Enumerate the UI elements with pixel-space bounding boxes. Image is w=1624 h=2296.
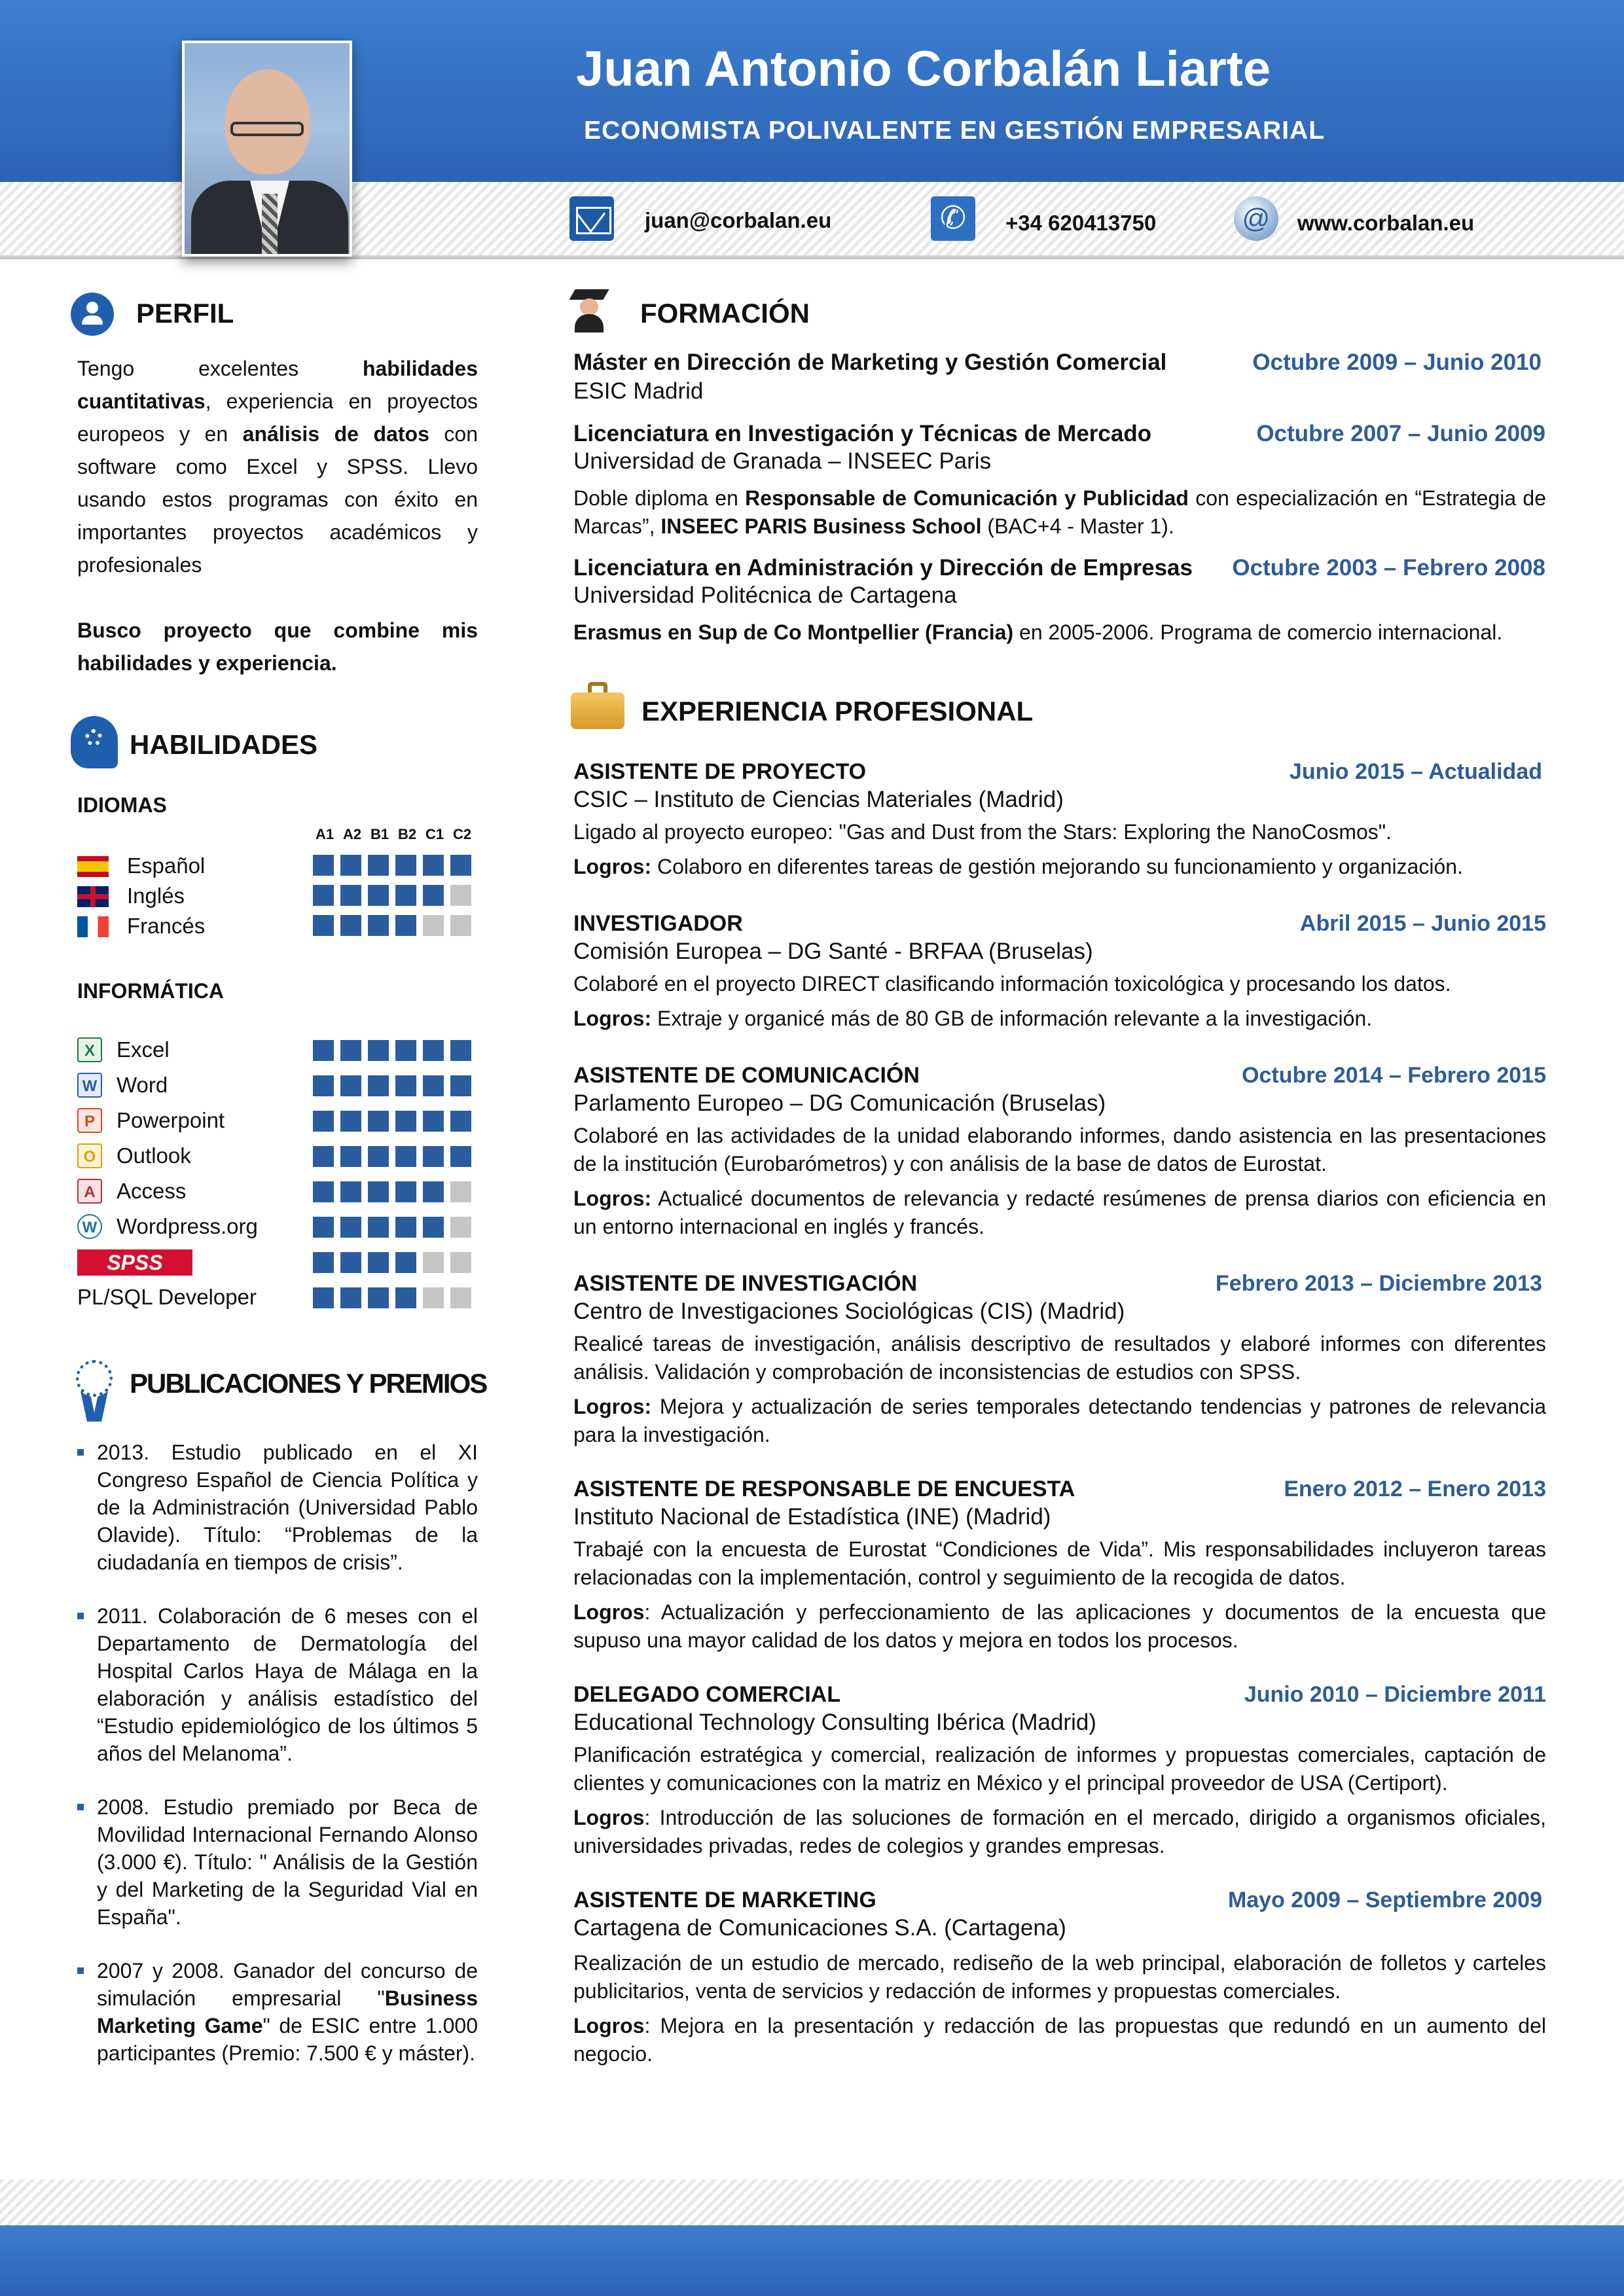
level-square: [340, 1146, 361, 1167]
logros-text: Colaboro en diferentes tareas de gestión mejorando su funcionamiento y organización.: [651, 855, 1463, 878]
level-square: [368, 1075, 389, 1096]
formacion-title: FORMACIÓN: [640, 298, 810, 329]
publication-item: [77, 1793, 478, 1931]
spss-logo-text: SPSS: [107, 1251, 163, 1274]
level-square: [368, 1040, 389, 1061]
level-square: [450, 1287, 471, 1308]
level-square: [313, 1217, 334, 1238]
level-square: [313, 1252, 334, 1273]
level-square: [395, 855, 416, 876]
level-square: [313, 1040, 334, 1061]
habilidades-title: HABILIDADES: [130, 729, 318, 760]
job-organization: Parlamento Europeo – DG Comunicación (Bruselas): [573, 1090, 1106, 1116]
level-header: A2: [342, 826, 362, 842]
outlook-icon: O: [77, 1143, 102, 1168]
level-square: [368, 855, 389, 876]
website-link[interactable]: www.corbalan.eu: [1297, 211, 1475, 235]
skill-level-bar: [313, 885, 471, 906]
level-square: [313, 1287, 334, 1308]
job-title: ASISTENTE DE RESPONSABLE DE ENCUESTA: [573, 1477, 1075, 1501]
job-title: ASISTENTE DE COMUNICACIÓN: [573, 1063, 920, 1088]
level-square: [450, 1252, 471, 1273]
level-square: [368, 1111, 389, 1132]
software-list: [77, 1037, 483, 1320]
software-label: Powerpoint: [117, 1108, 225, 1132]
job-date: Abril 2015 – Junio 2015: [1299, 911, 1546, 936]
award-ribbon-icon: [73, 1360, 115, 1423]
level-square: [340, 1111, 361, 1132]
job-header: [573, 1271, 1546, 1299]
level-square: [450, 1181, 471, 1202]
formacion-2-place: Universidad de Granada – INSEEC Paris: [573, 448, 992, 474]
job-achievements: [573, 1185, 1546, 1241]
level-square: [395, 1252, 416, 1273]
profile-photo: [182, 41, 352, 257]
skill-level-bar: [313, 855, 471, 876]
level-square: [423, 1111, 444, 1132]
job-achievements: [573, 1804, 1546, 1860]
job-entry: [573, 1888, 1546, 2068]
formacion-3-title: Licenciatura en Administración y Dirección de Empresas: [573, 555, 1193, 581]
publication-highlight: Business Marketing Game: [97, 1986, 478, 2037]
level-square: [423, 1287, 444, 1308]
level-square: [313, 1075, 334, 1096]
language-label: Inglés: [127, 884, 185, 908]
formacion-3-place: Universidad Politécnica de Cartagena: [573, 583, 957, 608]
level-header: B2: [397, 826, 417, 842]
idiomas-title: IDIOMAS: [77, 793, 167, 817]
formacion-2-date: Octubre 2007 – Junio 2009: [1256, 421, 1545, 446]
level-square: [340, 1252, 361, 1273]
level-header: C2: [452, 826, 472, 842]
language-label: Español: [127, 853, 206, 878]
skill-level-bar: [313, 1217, 471, 1238]
job-entry: [573, 759, 1546, 881]
perfil-title: PERFIL: [136, 298, 234, 329]
skill-level-bar: [313, 1040, 471, 1061]
job-entry: [573, 1477, 1546, 1655]
perfil-goal: Busco proyecto que combine mis habilidades y experiencia.: [77, 619, 478, 675]
job-organization: Instituto Nacional de Estadística (INE) (Madrid): [573, 1504, 1051, 1530]
logros-label: Logros:: [573, 1007, 652, 1030]
job-organization: Cartagena de Comunicaciones S.A. (Cartagena): [573, 1915, 1066, 1941]
level-square: [423, 1181, 444, 1202]
software-label: Excel: [117, 1037, 170, 1062]
logros-text: Mejora y actualización de series temporales detectando tendencias y patrones de relevancia para la investigación.: [573, 1395, 1546, 1446]
level-square: [368, 1252, 389, 1273]
publications-list: [77, 1439, 478, 2093]
level-square: [313, 1111, 334, 1132]
level-square: [450, 1075, 471, 1096]
word-icon: W: [77, 1073, 102, 1098]
footer-stripe: [0, 2179, 1624, 2225]
publication-text: 2013. Estudio publicado en el XI Congreso Español de Ciencia Política y de la Administración (Universidad Pablo Olavide). Título: “Problemas de la ciudadanía en tiempos de crisis”.: [97, 1441, 478, 1574]
graduate-icon: [569, 285, 609, 332]
software-label: Outlook: [117, 1143, 191, 1168]
software-row: [77, 1285, 483, 1320]
access-icon: A: [77, 1179, 102, 1204]
software-row: [77, 1179, 483, 1214]
level-square: [450, 1111, 471, 1132]
job-date: Febrero 2013 – Diciembre 2013: [1216, 1271, 1542, 1296]
level-square: [313, 885, 334, 906]
level-square: [450, 1217, 471, 1238]
level-square: [340, 1181, 361, 1202]
france-flag-icon: [77, 916, 109, 937]
level-square: [368, 1287, 389, 1308]
publication-text: " de ESIC entre 1.000 participantes (Premio: 7.500 € y máster).: [97, 2014, 478, 2065]
level-square: [313, 1146, 334, 1167]
level-square: [340, 1075, 361, 1096]
person-icon: [71, 293, 114, 336]
candidate-name: Juan Antonio Corbalán Liarte: [576, 41, 1271, 97]
software-row: [77, 1143, 483, 1179]
level-square: [450, 915, 471, 936]
job-date: Junio 2010 – Diciembre 2011: [1244, 1682, 1546, 1707]
job-header: [573, 1477, 1546, 1504]
job-entry: [573, 1682, 1546, 1860]
job-description: Realicé tareas de investigación, análisis descriptivo de resultados y elaboré informes con diferentes análisis. Validación y comprobación de inconsistencias de estudios con SPSS.: [573, 1332, 1546, 1384]
formacion-3-date: Octubre 2003 – Febrero 2008: [1232, 555, 1545, 581]
job-description: Trabajé con la encuesta de Eurostat “Condiciones de Vida”. Mis responsabilidades incluyeron tareas relacionadas con la implementación, control y seguimiento de la recogida de datos.: [573, 1537, 1546, 1589]
job-header: [573, 1063, 1546, 1090]
level-square: [395, 1217, 416, 1238]
publication-text: 2007 y 2008. Ganador del concurso de simulación empresarial ": [97, 1959, 478, 2010]
level-square: [368, 885, 389, 906]
skill-level-bar: [313, 1146, 471, 1167]
level-square: [450, 855, 471, 876]
job-achievements: [573, 2012, 1546, 2068]
uk-flag-icon: [77, 886, 109, 907]
software-label: Access: [117, 1179, 187, 1203]
job-title: ASISTENTE DE PROYECTO: [573, 759, 867, 784]
logros-text: : Introducción de las soluciones de formación en el mercado, dirigido a organismos oficiales, universidades privadas, redes de colegios y grandes empresas.: [573, 1806, 1546, 1857]
level-square: [423, 885, 444, 906]
informatica-title: INFORMÁTICA: [77, 979, 224, 1003]
level-square: [395, 1075, 416, 1096]
level-square: [313, 855, 334, 876]
language-row: [77, 911, 483, 941]
publication-text: 2011. Colaboración de 6 meses con el Departamento de Dermatología del Hospital Carlos Haya de Málaga en la elaboración y análisis estadístico del “Estudio epidemiológico de los últimos 5 años del Melanoma”.: [97, 1604, 478, 1765]
level-square: [423, 1146, 444, 1167]
job-description: Colaboré en las actividades de la unidad elaborando informes, dando asistencia en las presentaciones de la institución (Eurobarómetros) y con análisis de la base de datos de Eurostat.: [573, 1124, 1546, 1175]
candidate-subtitle: ECONOMISTA POLIVALENTE EN GESTIÓN EMPRESARIAL: [584, 117, 1326, 145]
level-square: [450, 885, 471, 906]
skill-level-bar: [313, 1075, 471, 1096]
jobs-list: [573, 759, 1546, 2098]
language-row: [77, 881, 483, 911]
job-organization: Educational Technology Consulting Ibérica (Madrid): [573, 1710, 1096, 1735]
job-header: [573, 1682, 1546, 1710]
publication-item: [77, 1439, 478, 1576]
level-square: [313, 915, 334, 936]
level-header: B1: [370, 826, 389, 842]
perfil-text: Tengo excelentes habilidades cuantitativas, experiencia en proyectos europeos y en análisis de datos con software como Excel y SPSS. Llevo usando estos programas con éxito en importantes proyectos académicos y profesionales: [77, 357, 478, 577]
level-square: [313, 1181, 334, 1202]
job-title: ASISTENTE DE MARKETING: [573, 1888, 876, 1912]
wordpress-icon: W: [77, 1214, 102, 1239]
logros-label: Logros:: [573, 855, 652, 878]
logros-text: Actualicé documentos de relevancia y redacté resúmenes de prensa diarios con eficiencia en un entorno internacional en inglés y francés.: [573, 1187, 1546, 1238]
job-organization: Comisión Europea – DG Santé - BRFAA (Bruselas): [573, 939, 1093, 964]
email-link[interactable]: juan@corbalan.eu: [645, 208, 832, 232]
formacion-doble-diploma: Doble diploma en Responsable de Comunicación y Publicidad con especialización en “Estrategia de Marcas”, INSEEC PARIS Business School (BAC+4 - Master 1).: [573, 486, 1547, 538]
job-achievements: [573, 1598, 1546, 1655]
spain-flag-icon: [77, 856, 109, 877]
skill-level-bar: [313, 1181, 471, 1202]
level-square: [395, 1040, 416, 1061]
software-label: PL/SQL Developer: [77, 1285, 257, 1309]
job-title: INVESTIGADOR: [573, 911, 743, 936]
job-description: Colaboré en el proyecto DIRECT clasificando información toxicológica y procesando los datos.: [573, 972, 1451, 996]
logros-text: Extraje y organicé más de 80 GB de información relevante a la investigación.: [651, 1007, 1373, 1030]
software-row: [77, 1249, 483, 1285]
uk-cross: [77, 894, 109, 899]
email-icon: [569, 196, 614, 241]
job-title: ASISTENTE DE INVESTIGACIÓN: [573, 1271, 918, 1296]
level-square: [423, 1217, 444, 1238]
level-square: [340, 885, 361, 906]
job-description: Ligado al proyecto europeo: "Gas and Dust from the Stars: Exploring the NanoCosmos".: [573, 820, 1392, 844]
publication-text: 2008. Estudio premiado por Beca de Movilidad Internacional Fernando Alonso (3.000 €). Título: " Análisis de la Gestión y del Marketing de la Seguridad Vial en España".: [97, 1795, 478, 1929]
logros-text: : Mejora en la presentación y redacción de las propuestas que redundó en un aumento del negocio.: [573, 2014, 1546, 2066]
logros-label: Logros: [573, 1600, 645, 1624]
logros-label: Logros:: [573, 1187, 652, 1210]
language-label: Francés: [127, 914, 206, 938]
job-description: Realización de un estudio de mercado, rediseño de la web principal, elaboración de folletos y carteles publicitarios, venta de servicios y redacción de informes y propuestas comerciales.: [573, 1951, 1546, 2003]
job-entry: [573, 911, 1546, 1033]
level-header: A1: [315, 826, 334, 842]
level-square: [423, 1040, 444, 1061]
level-headers: [311, 826, 476, 843]
publication-item: [77, 1957, 478, 2067]
publicaciones-title: PUBLICACIONES Y PREMIOS: [130, 1368, 487, 1399]
level-square: [395, 885, 416, 906]
level-square: [395, 1146, 416, 1167]
job-entry: [573, 1271, 1546, 1449]
job-achievements: [573, 853, 1546, 881]
level-square: [340, 1287, 361, 1308]
formacion-2-title: Licenciatura en Investigación y Técnicas de Mercado: [573, 421, 1152, 446]
footer-band: [0, 2225, 1624, 2296]
skill-level-bar: [313, 915, 471, 936]
formacion-1-title: Máster en Dirección de Marketing y Gestión Comercial: [573, 350, 1167, 375]
skill-level-bar: [313, 1252, 471, 1273]
spss-logo: [77, 1249, 192, 1276]
job-achievements: [573, 1393, 1546, 1449]
level-square: [423, 915, 444, 936]
level-square: [340, 1217, 361, 1238]
software-row: [77, 1037, 483, 1073]
level-square: [340, 915, 361, 936]
head-gears-icon: [71, 716, 118, 768]
job-date: Octubre 2014 – Febrero 2015: [1242, 1063, 1546, 1088]
level-square: [395, 915, 416, 936]
languages-list: [77, 851, 483, 941]
level-square: [340, 855, 361, 876]
software-row: [77, 1073, 483, 1108]
job-entry: [573, 1063, 1546, 1241]
skill-level-bar: [313, 1111, 471, 1132]
job-organization: Centro de Investigaciones Sociológicas (CIS) (Madrid): [573, 1299, 1125, 1324]
job-description: Planificación estratégica y comercial, realización de informes y propuestas comerciales, captación de clientes y comunicaciones con la matriz en México y el principal proveedor de USA (Certiport).: [573, 1743, 1546, 1795]
level-square: [395, 1287, 416, 1308]
globe-icon: @: [1234, 196, 1278, 241]
level-square: [368, 1181, 389, 1202]
briefcase-icon: [571, 682, 624, 729]
job-date: Junio 2015 – Actualidad: [1289, 759, 1542, 784]
job-date: Mayo 2009 – Septiembre 2009: [1227, 1888, 1542, 1912]
logros-label: Logros:: [573, 1395, 652, 1418]
formacion-1-place: ESIC Madrid: [573, 378, 704, 404]
language-row: [77, 851, 483, 881]
software-label: Wordpress.org: [117, 1214, 258, 1238]
level-square: [368, 915, 389, 936]
job-title: DELEGADO COMERCIAL: [573, 1682, 840, 1707]
job-header: [573, 1888, 1546, 1915]
level-square: [450, 1040, 471, 1061]
level-square: [423, 855, 444, 876]
phone-number[interactable]: +34 620413750: [1005, 211, 1157, 235]
excel-icon: X: [77, 1037, 102, 1062]
powerpoint-icon: P: [77, 1108, 102, 1133]
job-date: Enero 2012 – Enero 2013: [1284, 1477, 1546, 1501]
logros-text: : Actualización y perfeccionamiento de las aplicaciones y documentos de la encuesta que supuso una mayor calidad de los datos y mejora en todos los procesos.: [573, 1600, 1546, 1652]
publication-item: [77, 1602, 478, 1767]
job-achievements: [573, 1005, 1546, 1033]
job-header: [573, 759, 1546, 787]
formacion-1-date: Octubre 2009 – Junio 2010: [1252, 350, 1542, 375]
level-square: [395, 1111, 416, 1132]
skill-level-bar: [313, 1287, 471, 1308]
level-square: [450, 1146, 471, 1167]
logros-label: Logros: [573, 1806, 645, 1829]
level-square: [368, 1146, 389, 1167]
job-organization: CSIC – Instituto de Ciencias Materiales (Madrid): [573, 787, 1064, 812]
formacion-erasmus: Erasmus en Sup de Co Montpellier (Francia) en 2005-2006. Programa de comercio internacional.: [573, 620, 1503, 644]
phone-icon: ✆: [931, 196, 975, 241]
software-label: Word: [117, 1073, 168, 1097]
level-square: [368, 1217, 389, 1238]
job-header: [573, 911, 1546, 939]
level-square: [423, 1252, 444, 1273]
software-row: [77, 1108, 483, 1143]
level-square: [395, 1181, 416, 1202]
software-row: [77, 1214, 483, 1249]
experiencia-title: EXPERIENCIA PROFESIONAL: [641, 696, 1034, 726]
level-square: [340, 1040, 361, 1061]
logros-label: Logros: [573, 2014, 645, 2037]
level-square: [423, 1075, 444, 1096]
level-header: C1: [425, 826, 444, 842]
